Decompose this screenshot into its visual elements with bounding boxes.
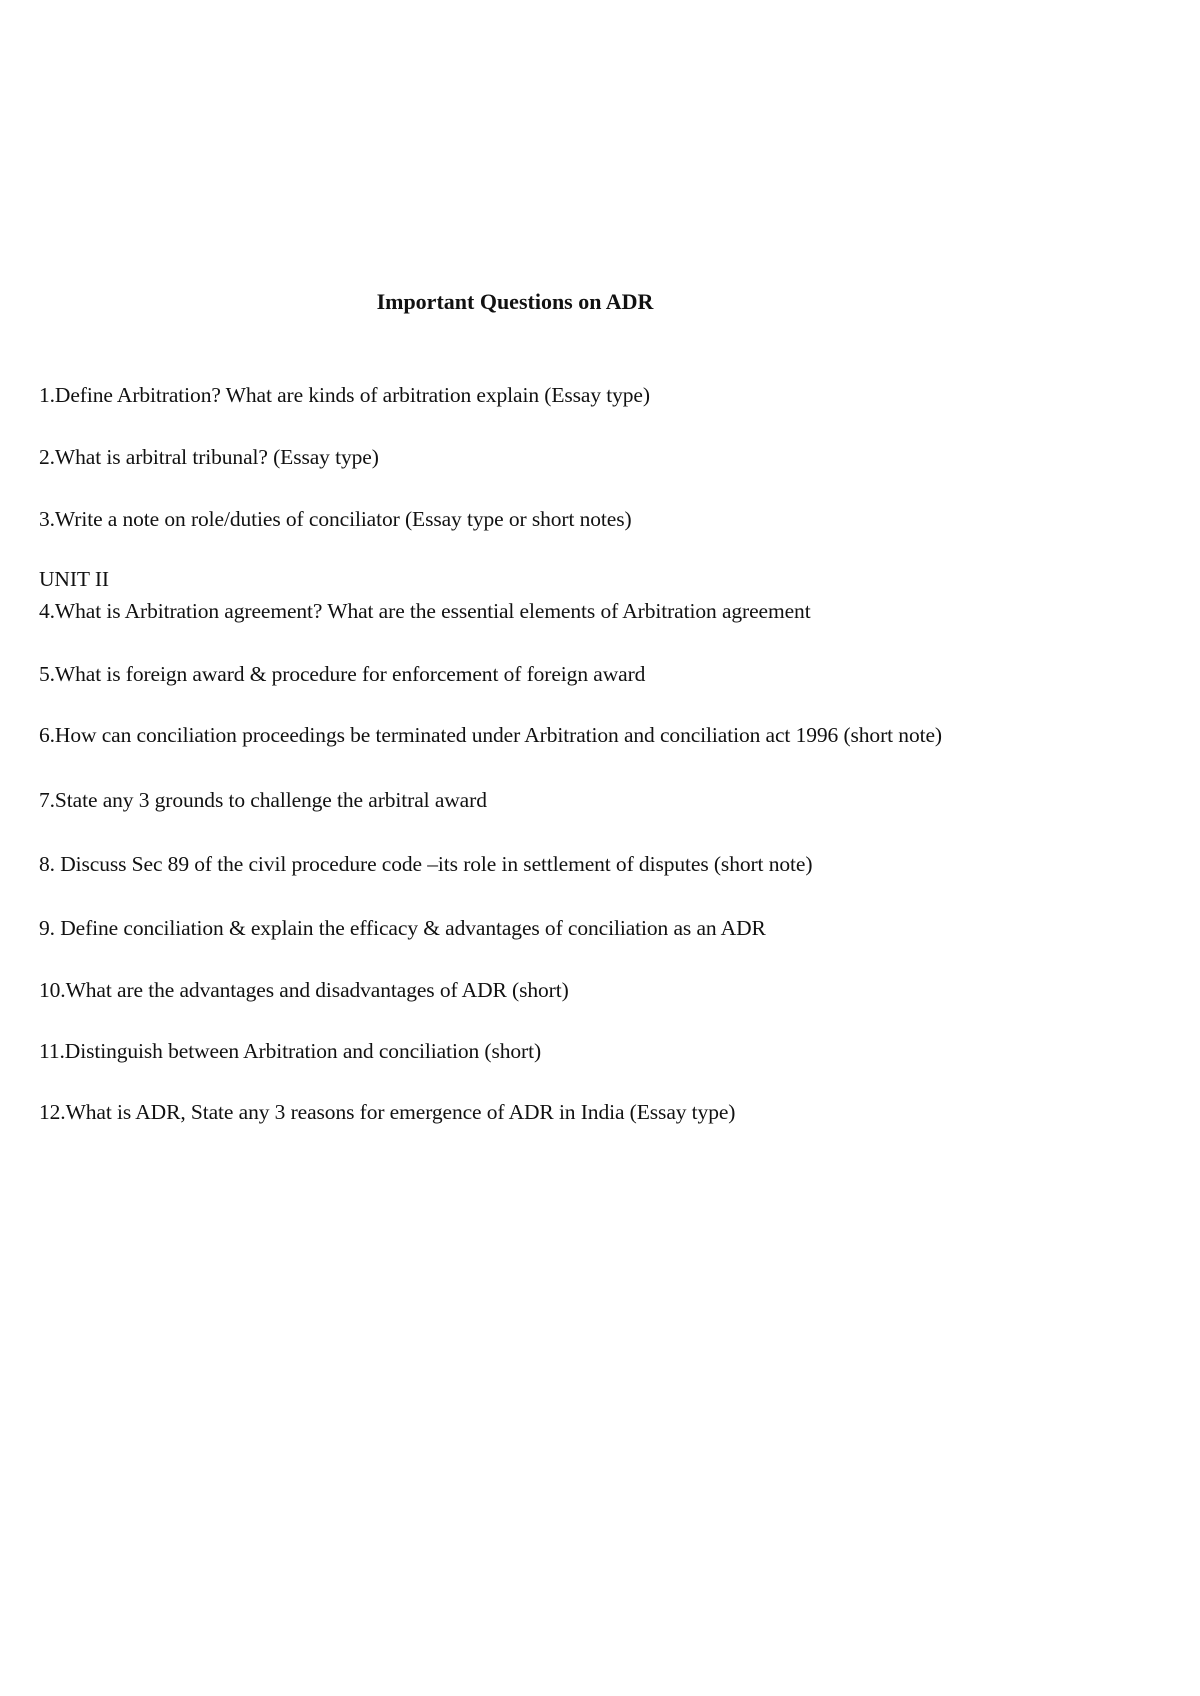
unit-heading: UNIT II xyxy=(39,567,109,591)
question-11: 11.Distinguish between Arbitration and conciliation (short) xyxy=(39,1039,542,1063)
question-2: 2.What is arbitral tribunal? (Essay type) xyxy=(39,445,379,469)
question-1: 1.Define Arbitration? What are kinds of arbitration explain (Essay type) xyxy=(39,383,650,407)
question-8: 8. Discuss Sec 89 of the civil procedure code –its role in settlement of disputes (short note) xyxy=(39,852,813,876)
question-12: 12.What is ADR, State any 3 reasons for emergence of ADR in India (Essay type) xyxy=(39,1100,736,1124)
question-3: 3.Write a note on role/duties of conciliator (Essay type or short notes) xyxy=(39,507,632,531)
question-9: 9. Define conciliation & explain the efficacy & advantages of conciliation as an ADR xyxy=(39,916,766,940)
question-10: 10.What are the advantages and disadvantages of ADR (short) xyxy=(39,978,569,1002)
title-text: Important Questions on ADR xyxy=(376,289,654,314)
question-6: 6.How can conciliation proceedings be terminated under Arbitration and conciliation act 1996 (short note) xyxy=(39,723,942,747)
question-5: 5.What is foreign award & procedure for enforcement of foreign award xyxy=(39,662,646,686)
question-7: 7.State any 3 grounds to challenge the arbitral award xyxy=(39,788,487,812)
page-title xyxy=(0,288,1040,316)
question-4: 4.What is Arbitration agreement? What are the essential elements of Arbitration agreement xyxy=(39,599,811,623)
